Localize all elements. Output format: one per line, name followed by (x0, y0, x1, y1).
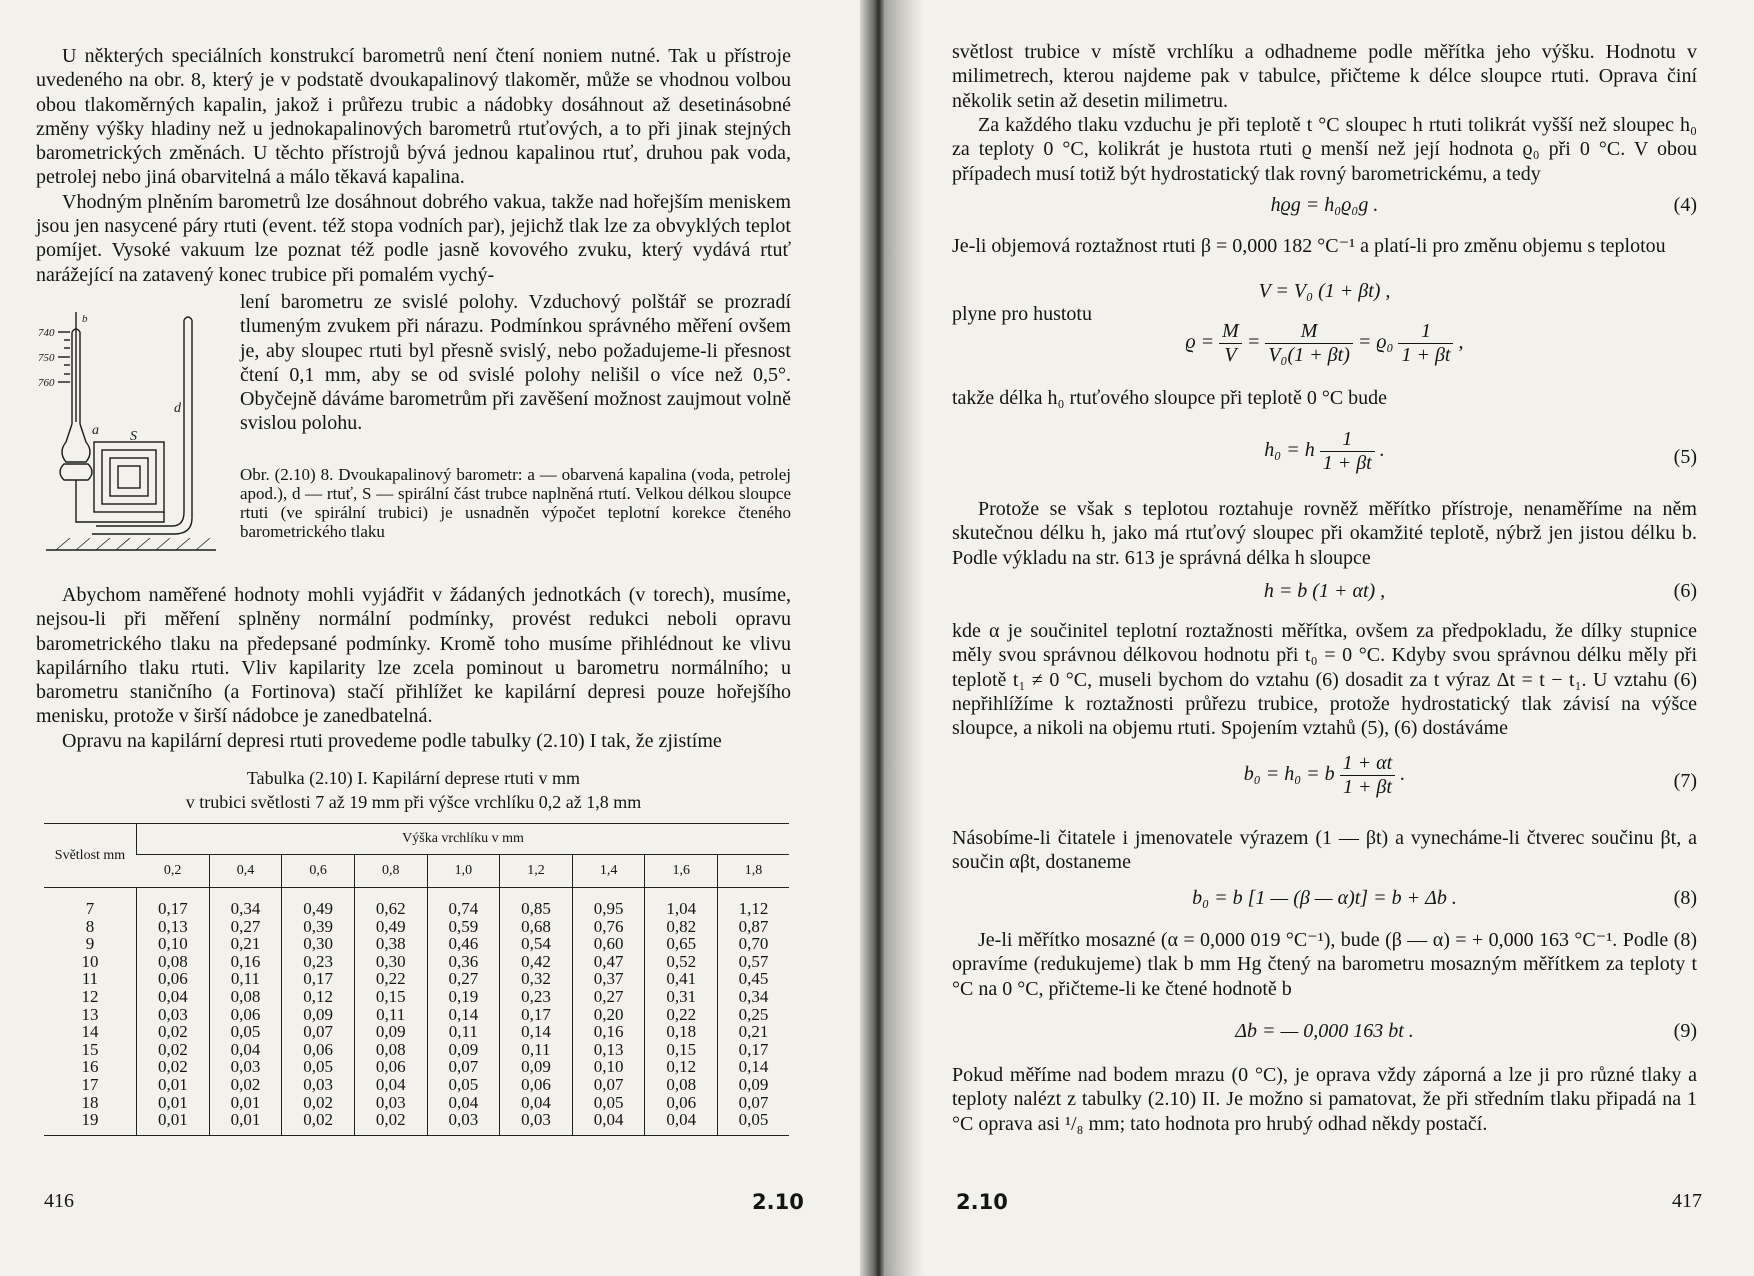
table-cell: 0,30 (282, 935, 355, 953)
table-cell: 0,02 (137, 1041, 210, 1059)
table-cell: 0,41 (645, 970, 718, 988)
page-curl-shadow (884, 0, 924, 1276)
paragraph: Vhodným plněním barometrů lze dosáhnout dobrého vakua, takže nad hořejším meniskem jsou jen nasycené páry rtuti (event. též stopa vodních par), jejichž tlak lze za obvyklých teplot pomíjet. Vysoké vakuum lze poznat též podle jasně kovového zvuku, který vydává rtuť narážející na zatavený konec trubice při pomalém vychý- (36, 190, 791, 286)
figure-label-s: S (130, 429, 137, 444)
table-cell: 0,11 (427, 1023, 500, 1041)
table-cell: 0,13 (137, 918, 210, 936)
table-header-diameter: Světlost mm (44, 824, 137, 888)
equation-number: (5) (1673, 446, 1697, 468)
table-cell: 0,06 (137, 970, 210, 988)
table-cell: 0,03 (500, 1111, 573, 1135)
section-number: 2.10 (956, 1190, 1008, 1214)
table-cell: 0,01 (137, 1076, 210, 1094)
table-cell-diameter: 13 (81, 1004, 99, 1024)
paragraph: Abychom naměřené hodnoty mohli vyjádřit v žádaných jednotkách (v torech), musíme, nejsou-li při měření splněny normální podmínky, provést redukci neboli opravu barometrického tlaku na předepsané podmínky. Kromě toho musíme přihlédnout ke vlivu kapilárního tlaku rtuti. Vliv kapilarity lze zcela pominout u barometru normálního; u barometru staničního (a Fortinova) stačí přihlížet ke kapilární depresi pouze hořejšího menisku, protože v širší nádobce je zanedbatelná. (36, 584, 791, 728)
table-cell: 0,05 (718, 1111, 790, 1135)
table-cell: 0,27 (209, 918, 282, 936)
table-row (44, 1058, 789, 1076)
table-cell: 0,05 (282, 1058, 355, 1076)
table-cell-diameter: 14 (81, 1022, 99, 1042)
eq-part: ϱ = (1185, 331, 1215, 354)
table-row (44, 1111, 789, 1135)
paragraph: Pokud měříme nad bodem mrazu (0 °C), je oprava vždy záporná a lze ji pro různé tlaky a teploty nalézt z tabulky (2.10) II. Je možno si pamatovat, že při středním tlaku připadá na 1 °C oprava asi ¹/₈ mm; tato hodnota pro hrubý odhad někdy postačí. (952, 1064, 1697, 1135)
paragraph: Je-li měřítko mosazné (α = 0,000 019 °C⁻¹), bude (β — α) = + 0,000 163 °C⁻¹. Podle (8) opravíme (redukujeme) tlak b mm Hg čtený na barometru mosazným měřítkem za teploty t °C na 0 °C, přičteme-li ke čtené hodnotě b (952, 929, 1697, 1000)
table-cell-diameter: 19 (44, 1111, 137, 1135)
table-cell: 0,85 (500, 888, 573, 918)
table-body (44, 888, 789, 1136)
table-cell: 0,16 (209, 953, 282, 971)
fraction (1340, 752, 1396, 799)
table-cell: 0,03 (137, 1006, 210, 1024)
table-row (44, 918, 789, 936)
equation-body: Δb = — 0,000 163 bt . (1235, 1020, 1414, 1042)
table-cell: 0,03 (427, 1111, 500, 1135)
table-cell: 0,01 (137, 1094, 210, 1112)
table-cell: 0,04 (137, 988, 210, 1006)
table-cell: 0,14 (718, 1058, 790, 1076)
section-number: 2.10 (752, 1190, 804, 1214)
table-cell: 0,04 (354, 1076, 427, 1094)
table-cell: 0,36 (427, 953, 500, 971)
fraction (1219, 320, 1242, 367)
table-cell: 0,03 (209, 1058, 282, 1076)
paragraph: světlost trubice v místě vrchlíku a odhadneme podle měřítka jeho výšku. Hodnotu v milimetrech, kterou najdeme pak v tabulce, přičteme k délce sloupce rtuti. Oprava činí několik setin až desetin milimetru. (952, 41, 1697, 112)
table-cell: 0,06 (645, 1094, 718, 1112)
table-cell: 0,11 (354, 1006, 427, 1024)
table-cell: 0,02 (282, 1111, 355, 1135)
figure-caption: Obr. (2.10) 8. Dvoukapalinový barometr: a — obarvená kapalina (voda, petrolej apod.), d — rtuť, S — spirální část trubce naplněná rtutí. Velkou délkou sloupce rtuti (ve spirální trubici) je usnadněn výpočet teplotní korekce čteného barometrického tlaku (240, 465, 791, 541)
page-number: 416 (44, 1190, 74, 1212)
table-cell: 0,70 (718, 935, 790, 953)
table-row (44, 888, 789, 918)
denominator: 1 + βt (1320, 451, 1375, 475)
figure-label-a: a (92, 423, 99, 438)
table-cell: 1,12 (718, 888, 790, 918)
table-header-height: 0,6 (282, 855, 355, 888)
equation-density: ϱ = $\frac{M}{V}$ = $\frac{M}{\text{V₀(1 + βt)}}$ = ϱ₀ $\frac{1}{1 + \beta t}$ , (1185, 320, 1464, 366)
table-cell: 0,42 (500, 953, 573, 971)
table-cell: 0,49 (354, 918, 427, 936)
table-cell: 0,23 (500, 988, 573, 1006)
table-cell: 0,65 (645, 935, 718, 953)
eq-part: b₀ = h₀ = b (1243, 763, 1335, 786)
eq-part: h₀ = h (1264, 439, 1315, 462)
table-header-group: Výška vrchlíku v mm (137, 824, 790, 855)
table-cell: 0,17 (718, 1041, 790, 1059)
table-cell: 0,04 (427, 1094, 500, 1112)
table-header-height: 1,0 (427, 855, 500, 888)
table-cell: 0,21 (209, 935, 282, 953)
paragraph: Je-li objemová roztažnost rtuti β = 0,000 182 °C⁻¹ a platí-li pro změnu objemu s teplotou (952, 235, 1666, 257)
table-cell: 0,16 (572, 1023, 645, 1041)
table-cell: 0,25 (718, 1006, 790, 1024)
table-cell: 0,62 (354, 888, 427, 918)
table-cell: 0,07 (282, 1023, 355, 1041)
table-cell: 0,45 (718, 970, 790, 988)
table-cell: 0,05 (209, 1023, 282, 1041)
left-text-block-3 (36, 583, 791, 753)
table-cell-diameter: 11 (81, 969, 99, 989)
eq-part: = ϱ₀ (1357, 331, 1394, 354)
equation-7: b₀ = h₀ = b $\frac{1 + \alpha t}{1 + \beta t}$ . (7) (1243, 752, 1697, 798)
table-cell: 0,07 (572, 1076, 645, 1094)
equation-5: h₀ = h $\frac{1}{1 + \beta t}$ . (5) (1264, 428, 1697, 474)
table-cell: 0,08 (209, 988, 282, 1006)
table-title (36, 766, 791, 814)
table-cell: 0,10 (572, 1058, 645, 1076)
table-cell: 0,12 (282, 988, 355, 1006)
table-cell: 0,34 (209, 888, 282, 918)
table-row (44, 970, 789, 988)
paragraph: plyne pro hustotu (952, 303, 1092, 325)
equation-body: h = b (1 + αt) , (1263, 580, 1386, 602)
table-cell: 0,17 (282, 970, 355, 988)
table-cell: 0,04 (645, 1111, 718, 1135)
table-cell: 0,06 (282, 1041, 355, 1059)
table-cell: 0,19 (427, 988, 500, 1006)
table-row (44, 1041, 789, 1059)
table-cell: 0,82 (645, 918, 718, 936)
table-header-height: 0,2 (137, 855, 210, 888)
table-cell: 0,01 (137, 1111, 210, 1135)
table-cell: 0,37 (572, 970, 645, 988)
table-header-height: 1,2 (500, 855, 573, 888)
table-cell: 1,04 (645, 888, 718, 918)
paragraph: Za každého tlaku vzduchu je při teplotě t °C sloupec h rtuti tolikrát vyšší než sloupec h₀ za teploty 0 °C, kolikrát je hustota rtuti ϱ menší než její hodnota ϱ₀ při 0 °C. V obou případech musí totiž být hydrostatický tlak rovný barometrickému, a tedy (952, 114, 1697, 185)
table-cell: 0,23 (282, 953, 355, 971)
equation-body: b₀ = b [1 — (β — α)t] = b + Δb . (1192, 887, 1457, 909)
table-cell: 0,05 (572, 1094, 645, 1112)
denominator: V (1219, 343, 1242, 367)
table-cell: 0,04 (209, 1041, 282, 1059)
right-page (884, 0, 1754, 1276)
table-cell-diameter: 9 (85, 934, 95, 954)
table-cell: 0,09 (718, 1076, 790, 1094)
table-cell: 0,08 (645, 1076, 718, 1094)
table-cell: 0,15 (354, 988, 427, 1006)
table-cell: 0,27 (427, 970, 500, 988)
table-row (44, 1076, 789, 1094)
denominator: V₀(1 + βt) (1265, 343, 1353, 367)
table-cell: 0,52 (645, 953, 718, 971)
equation-number: (6) (1673, 580, 1697, 602)
table-cell: 0,60 (572, 935, 645, 953)
table-cell-diameter: 17 (81, 1074, 99, 1094)
paragraph: Opravu na kapilární depresi rtuti provedeme podle tabulky (2.10) I tak, že zjistíme (62, 729, 722, 752)
table-cell: 0,01 (209, 1111, 282, 1135)
left-text-block-1 (36, 44, 791, 287)
table-cell: 0,14 (500, 1023, 573, 1041)
figure-tick-750: 750 (38, 352, 55, 364)
equation-body: hϱg = h₀ϱ₀g . (1270, 194, 1379, 216)
table-cell: 0,02 (137, 1058, 210, 1076)
left-text-block-2 (240, 290, 791, 436)
numerator: M (1222, 320, 1239, 342)
equation-number: (7) (1673, 770, 1697, 792)
paragraph: Protože se však s teplotou roztahuje rovněž měřítko přístroje, nenaměříme na něm skutečnou délku h, jako má rtuťový sloupec při okamžité teplotě, nýbrž jen jistou délku b. Podle výkladu na str. 613 je správná délka h sloupce (952, 498, 1697, 569)
figure-label-d: d (174, 401, 181, 416)
table-cell: 0,30 (354, 953, 427, 971)
numerator: 1 (1420, 320, 1431, 342)
table-cell: 0,11 (500, 1041, 573, 1059)
table-cell: 0,22 (354, 970, 427, 988)
table-header-height: 1,6 (645, 855, 718, 888)
table-cell: 0,07 (718, 1094, 790, 1112)
left-page (0, 0, 870, 1276)
equation-number: (8) (1673, 887, 1697, 909)
table-cell: 0,04 (572, 1111, 645, 1135)
table-cell-diameter: 16 (81, 1057, 99, 1077)
table-row (44, 935, 789, 953)
table-cell: 0,02 (282, 1094, 355, 1112)
numerator: 1 (1342, 428, 1353, 450)
paragraph: Násobíme-li čitatele i jmenovatele výrazem (1 — βt) a vynecháme-li čtverec součinu βt, a součin αβt, dostaneme (952, 827, 1697, 874)
table-cell: 0,09 (500, 1058, 573, 1076)
table-cell: 0,14 (427, 1006, 500, 1024)
table-cell: 0,17 (500, 1006, 573, 1024)
table-cell: 0,02 (354, 1111, 427, 1135)
table-cell: 0,09 (354, 1023, 427, 1041)
equation-body: V = V₀ (1 + βt) , (1258, 280, 1391, 302)
table-title-line-1: Tabulka (2.10) I. Kapilární deprese rtuti v mm (246, 768, 581, 788)
table-cell: 0,20 (572, 1006, 645, 1024)
table-cell: 0,31 (645, 988, 718, 1006)
table-row (44, 1023, 789, 1041)
table-header-height: 1,8 (718, 855, 790, 888)
table-cell-diameter: 15 (81, 1039, 99, 1059)
table-title-line-2: v trubici světlosti 7 až 19 mm při výšce vrchlíku 0,2 až 1,8 mm (185, 792, 642, 812)
numerator: M (1300, 320, 1318, 342)
table-cell: 0,34 (718, 988, 790, 1006)
paragraph: U některých speciálních konstrukcí barometrů není čtení noniem nutné. Tak u přístroje uvedeného na obr. 8, který je v podstatě dvoukapalinový tlakoměr, může se vhodnou volbou obou tlakoměrných kapalin, jakož i průřezu trubic a nádobky dosáhnout až desetinásobné změny výšky hladiny než u jednokapalinových barometrů rtuťových, a to při jinak stejných barometrických změnách. U těchto přístrojů bývá jednou kapalinou rtuť, druhou pak voda, petrolej nebo jiná obarvitelná a málo těkavá kapalina. (36, 45, 791, 189)
table-cell: 0,02 (209, 1076, 282, 1094)
table-cell-diameter: 10 (81, 951, 99, 971)
table-cell: 0,03 (354, 1094, 427, 1112)
table-cell: 0,46 (427, 935, 500, 953)
table-cell: 0,95 (572, 888, 645, 918)
table-cell: 0,22 (645, 1006, 718, 1024)
fraction (1320, 428, 1375, 475)
table-cell: 0,07 (427, 1058, 500, 1076)
paragraph: kde α je součinitel teplotní roztažnosti měřítka, ovšem za předpokladu, že dílky stupnice měly svou správnou délkovou hodnotu při t₀ = 0 °C. Kdyby svou správnou délku měly při teplotě t₁ ≠ 0 °C, museli bychom do vztahu (6) dosadit za t výraz Δt = t − t₁. U vztahu (6) nepřihlížíme k roztažnosti průřezu trubice, protože hydrostatický tlak závisí na výšce sloupce, a nikoli na objemu rtuti. Spojením vztahů (5), (6) dostáváme (952, 620, 1697, 740)
numerator: 1 + αt (1342, 752, 1393, 774)
table-cell: 0,06 (209, 1006, 282, 1024)
table-header-heights (44, 855, 789, 888)
table-cell-diameter: 8 (85, 916, 95, 936)
paragraph: takže délka h₀ rtuťového sloupce při teplotě 0 °C bude (952, 387, 1388, 409)
table-cell: 0,21 (718, 1023, 790, 1041)
table-cell: 0,18 (645, 1023, 718, 1041)
table-header-height: 1,4 (572, 855, 645, 888)
table-cell: 0,39 (282, 918, 355, 936)
table-cell: 0,04 (500, 1094, 573, 1112)
table-cell: 0,12 (645, 1058, 718, 1076)
capillary-depression-table (44, 823, 789, 1136)
table-cell: 0,06 (354, 1058, 427, 1076)
table-cell: 0,13 (572, 1041, 645, 1059)
table-cell-diameter: 18 (81, 1092, 99, 1112)
denominator: 1 + βt (1340, 775, 1396, 799)
table-cell-diameter: 12 (81, 986, 99, 1006)
table-cell: 0,02 (137, 1023, 210, 1041)
table-cell-diameter: 7 (85, 899, 95, 918)
fraction (1398, 320, 1453, 367)
table-cell: 0,09 (427, 1041, 500, 1059)
fraction (1265, 320, 1353, 367)
table-cell: 0,59 (427, 918, 500, 936)
table-cell: 0,76 (572, 918, 645, 936)
table-row (44, 1094, 789, 1112)
table-cell: 0,54 (500, 935, 573, 953)
table-cell: 0,11 (209, 970, 282, 988)
figure-tick-740: 740 (38, 327, 55, 339)
table-row (44, 988, 789, 1006)
table-cell: 0,17 (137, 888, 210, 918)
figure-tick-760: 760 (38, 377, 55, 389)
figure-label-b: b (82, 313, 88, 325)
table-cell: 0,68 (500, 918, 573, 936)
paragraph: lení barometru ze svislé polohy. Vzduchový polštář se prozradí tlumeným zvukem při nárazu. Podmínkou správného měření ovšem je, aby sloupec rtuti byl přesně svislý, nebo požadujeme-li přesnost čtení 0,1 mm, aby se od svislé polohy nelišil o více než 0,5°. Obyčejně dáváme barometrům při zavěšení možnost zaujmout volně svislou polohu. (240, 291, 791, 435)
equation-number: (4) (1673, 194, 1697, 216)
table-cell: 0,08 (137, 953, 210, 971)
table-cell: 0,49 (282, 888, 355, 918)
table-cell: 0,38 (354, 935, 427, 953)
page-number: 417 (1672, 1190, 1702, 1212)
table-cell: 0,05 (427, 1076, 500, 1094)
table-cell: 0,09 (282, 1006, 355, 1024)
table-cell: 0,27 (572, 988, 645, 1006)
table-cell: 0,03 (282, 1076, 355, 1094)
table-cell: 0,10 (137, 935, 210, 953)
table-cell: 0,47 (572, 953, 645, 971)
barometer-figure (36, 312, 236, 562)
table-cell: 0,87 (718, 918, 790, 936)
equation-number: (9) (1673, 1020, 1697, 1042)
table-cell: 0,15 (645, 1041, 718, 1059)
table-row (44, 1006, 789, 1024)
table-cell: 0,01 (209, 1094, 282, 1112)
denominator: 1 + βt (1398, 343, 1453, 367)
table-cell: 0,57 (718, 953, 790, 971)
table-cell: 0,06 (500, 1076, 573, 1094)
table-cell: 0,08 (354, 1041, 427, 1059)
table-cell: 0,74 (427, 888, 500, 918)
table-row (44, 953, 789, 971)
table-header-height: 0,8 (354, 855, 427, 888)
table-header-height: 0,4 (209, 855, 282, 888)
table-cell: 0,32 (500, 970, 573, 988)
